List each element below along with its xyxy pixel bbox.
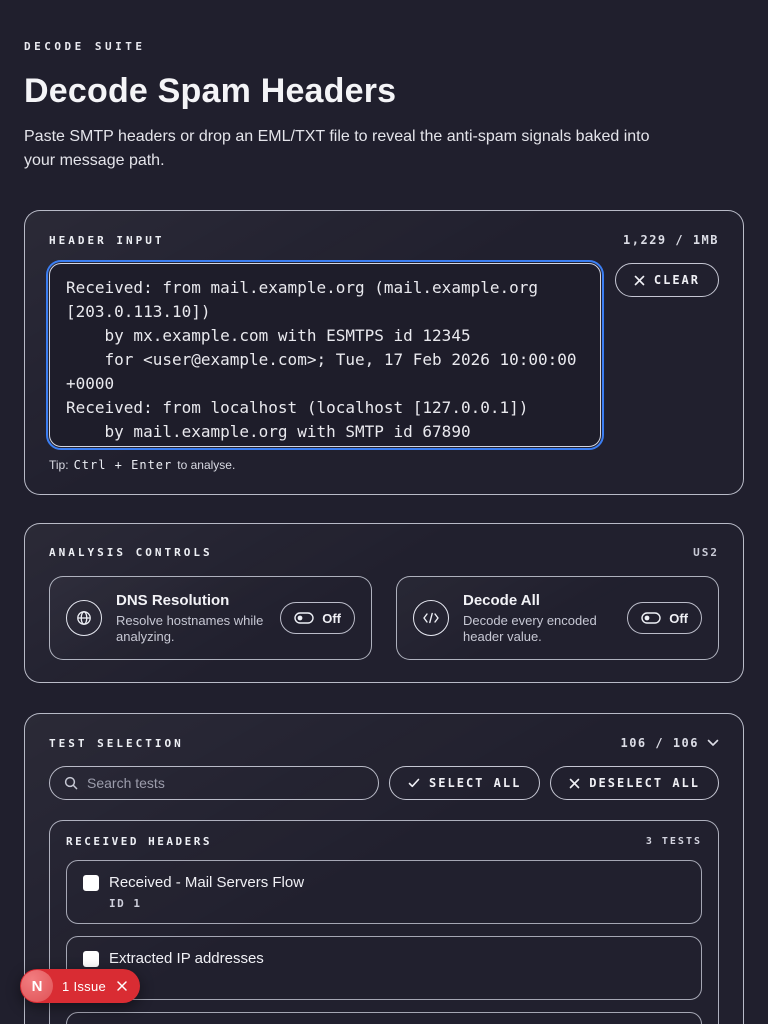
test-selection-label: TEST SELECTION xyxy=(49,736,184,750)
deselect-all-label: DESELECT ALL xyxy=(589,776,700,790)
group-test-count: 3 TESTS xyxy=(645,836,702,847)
dns-toggle-state: Off xyxy=(322,610,341,626)
test-item-clipped[interactable] xyxy=(66,1012,702,1024)
analyse-tip xyxy=(49,458,719,472)
header-input-card xyxy=(24,210,744,495)
page-subtitle: Paste SMTP headers or drop an EML/TXT file to reveal the anti-spam signals baked into your message path. xyxy=(24,128,650,169)
n-logo-icon[interactable]: N xyxy=(21,970,53,1002)
checkbox-checked[interactable] xyxy=(83,875,99,891)
search-tests-field[interactable] xyxy=(49,766,379,800)
search-tests-input[interactable] xyxy=(87,775,364,791)
toggle-off-icon xyxy=(294,612,314,624)
checkbox-checked[interactable] xyxy=(83,951,99,967)
analysis-controls-tag: US2 xyxy=(693,546,719,559)
test-item-title: Extracted IP addresses xyxy=(109,950,264,967)
analysis-controls-card xyxy=(24,523,744,683)
toggle-off-icon xyxy=(641,612,661,624)
clear-button[interactable] xyxy=(615,263,719,297)
analysis-controls-label: ANALYSIS CONTROLS xyxy=(49,546,213,559)
deselect-all-button[interactable] xyxy=(550,766,719,800)
test-item-received-mail-servers-flow[interactable] xyxy=(66,860,702,924)
decode-all-toggle[interactable] xyxy=(627,602,702,634)
chevron-down-icon xyxy=(707,739,719,747)
dns-resolution-toggle[interactable] xyxy=(280,602,355,634)
option-dns-title: DNS Resolution xyxy=(116,592,230,609)
test-selection-counter-wrap[interactable] xyxy=(620,736,719,750)
option-decode-description: Decode every encoded header value. xyxy=(463,613,597,644)
header-input-size-counter: 1,229 / 1MB xyxy=(623,233,719,247)
app-eyebrow: DECODE SUITE xyxy=(24,40,146,53)
option-dns-description: Resolve hostnames while analyzing. xyxy=(116,613,264,644)
close-icon[interactable] xyxy=(116,980,128,992)
tip-shortcut: Ctrl + Enter xyxy=(73,458,173,472)
group-head xyxy=(66,835,702,848)
analysis-options-row xyxy=(49,576,719,660)
test-group-received-headers xyxy=(49,820,719,1024)
option-decode-all xyxy=(396,576,719,660)
tip-suffix: to analyse. xyxy=(177,458,236,472)
header-input-card-head xyxy=(49,233,719,247)
page-title: Decode Spam Headers xyxy=(24,72,397,110)
option-decode-text xyxy=(463,591,613,645)
tip-prefix: Tip: xyxy=(49,458,69,472)
test-controls-row xyxy=(49,766,719,800)
dev-issue-badge[interactable] xyxy=(20,969,140,1003)
select-all-button[interactable] xyxy=(389,766,540,800)
close-icon xyxy=(569,778,580,789)
close-icon xyxy=(634,275,645,286)
decode-toggle-state: Off xyxy=(669,610,688,626)
test-selection-head xyxy=(49,736,719,750)
test-selection-counter: 106 / 106 xyxy=(620,736,699,750)
search-icon xyxy=(64,776,78,790)
analysis-controls-head xyxy=(49,546,719,559)
globe-icon xyxy=(66,600,102,636)
group-label: RECEIVED HEADERS xyxy=(66,835,212,848)
issue-badge-label: 1 Issue xyxy=(62,978,107,994)
clear-button-label: CLEAR xyxy=(653,273,700,287)
check-icon xyxy=(408,778,420,788)
select-all-label: SELECT ALL xyxy=(429,776,522,790)
test-item-id: ID 1 xyxy=(109,897,142,910)
option-dns-text xyxy=(116,591,266,645)
header-input-row xyxy=(49,263,719,447)
test-item-text xyxy=(109,873,304,911)
test-item-title: Received - Mail Servers Flow xyxy=(109,874,305,891)
code-icon xyxy=(413,600,449,636)
header-input-textarea[interactable] xyxy=(49,263,601,447)
option-dns-resolution xyxy=(49,576,372,660)
test-item-extracted-ip-addresses[interactable] xyxy=(66,936,702,1000)
option-decode-title: Decode All xyxy=(463,592,540,609)
header-input-label: HEADER INPUT xyxy=(49,233,165,247)
